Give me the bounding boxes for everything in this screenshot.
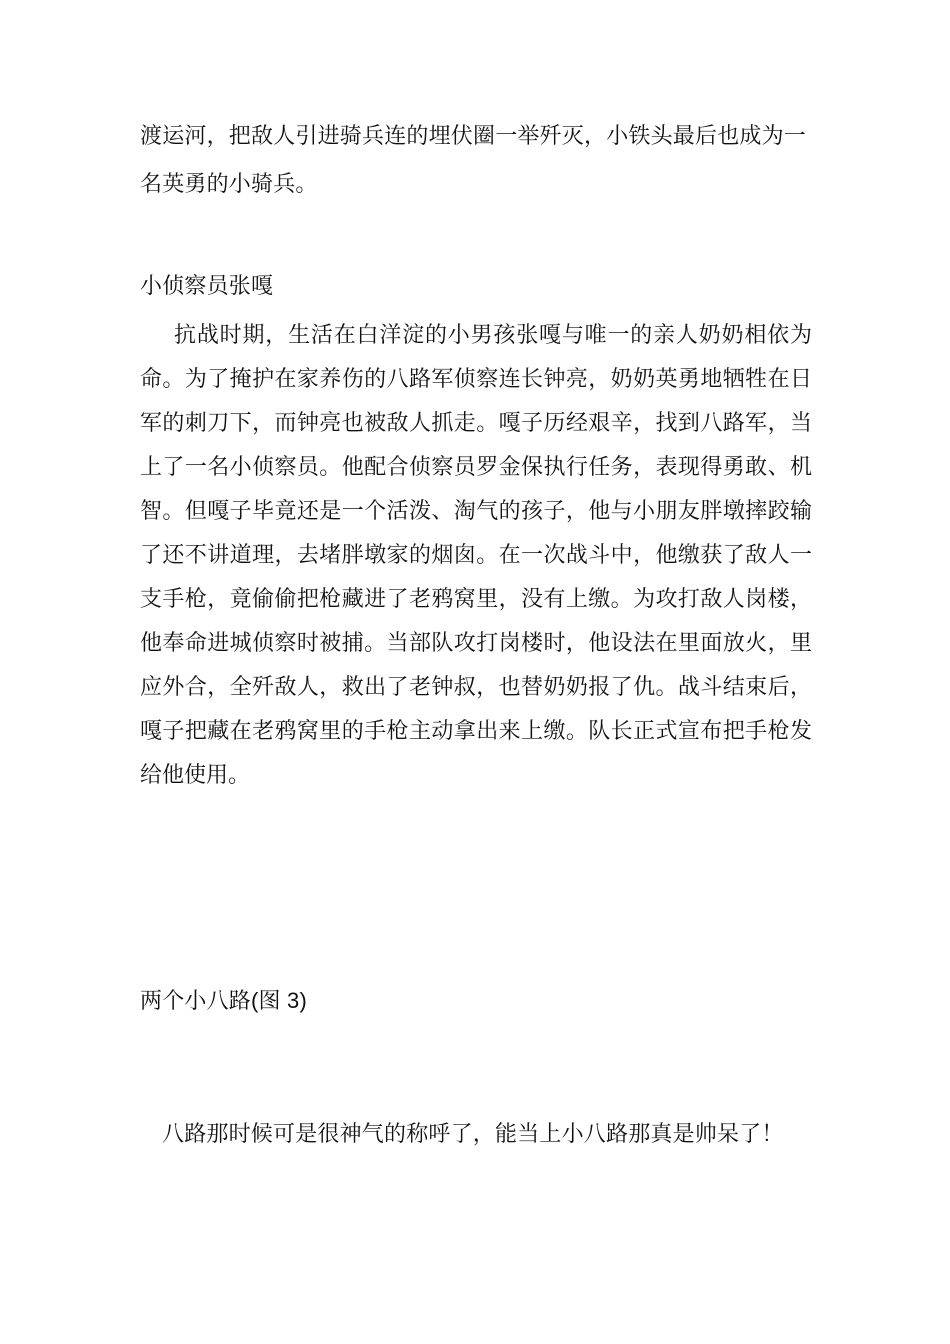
continuation-line-1: 渡运河，把敌人引进骑兵连的埋伏圈一举歼灭，小铁头最后也成为一 <box>140 124 807 149</box>
section-body-zhangga: 抗战时期，生活在白洋淀的小男孩张嘎与唯一的亲人奶奶相依为命。为了掩护在家养伤的八路军侦察连长钟亮，奶奶英勇地牺牲在日军的刺刀下，而钟亮也被敌人抓走。嘎子历经艰辛，找到八路军，当上了一名小侦察员。他配合侦察员罗金保执行任务，表现得勇敢、机智。但嘎子毕竟还是一个活泼、淘气的孩子，他与小朋友胖墩摔跤输了还不讲道理，去堵胖墩家的烟囱。在一次战斗中，他缴获了敌人一支手枪，竟偷偷把枪藏进了老鸦窝里，没有上缴。为攻打敌人岗楼，他奉命进城侦察时被捕。当部队攻打岗楼时，他设法在里面放火，里应外合，全歼敌人，救出了老钟叔，也替奶奶报了仇。战斗结束后，嘎子把藏在老鸦窝里的手枪主动拿出来上缴。队长正式宣布把手枪发给他使用。 <box>140 323 812 788</box>
section-heading-zhangga: 小侦察员张嘎 <box>140 274 274 299</box>
section-heading-two-little-eighth-route: 两个小八路(图 3) <box>140 988 308 1013</box>
section-body-two-little-eighth-route: 八路那时候可是很神气的称呼了，能当上小八路那真是帅呆了！ <box>162 1122 784 1147</box>
continuation-line-2: 名英勇的小骑兵。 <box>140 172 318 197</box>
